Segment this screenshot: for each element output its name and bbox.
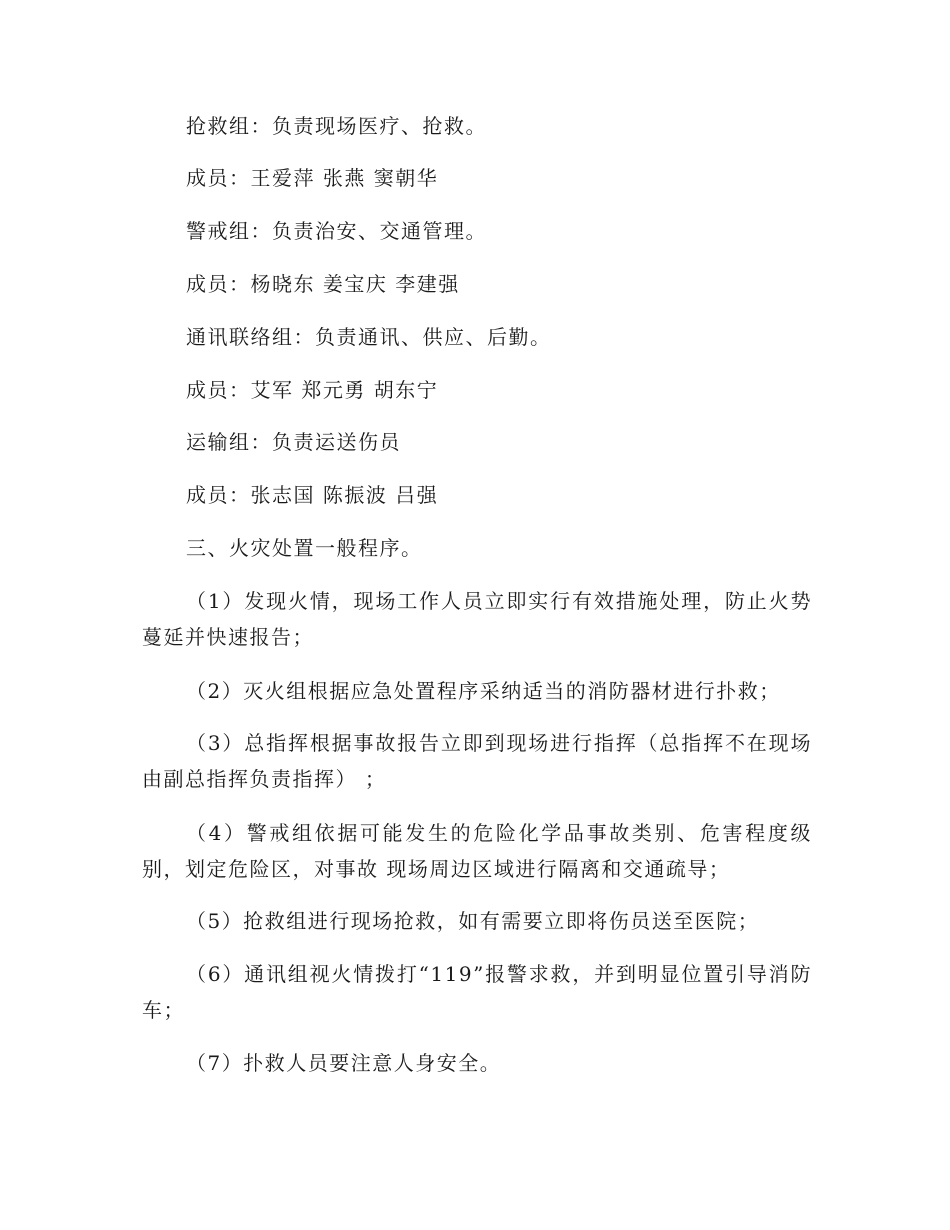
communication-group-duty: 通讯联络组：负责通讯、供应、后勤。 [186,325,552,349]
procedure-step-7: （7）扑救人员要注意人身安全。 [186,1051,502,1075]
transport-group-duty: 运输组：负责运送伤员 [186,430,401,454]
transport-group-members: 成员：张志国 陈振波 吕强 [186,483,439,507]
guard-group-members: 成员：杨晓东 姜宝庆 李建强 [186,272,460,296]
procedure-step-3: （3）总指挥根据事故报告立即到现场进行指挥（总指挥不在现场由副总指挥负责指挥） ； [142,731,812,791]
procedure-step-2: （2）灭火组根据应急处置程序采纳适当的消防器材进行扑救； [186,679,781,703]
procedure-step-5: （5）抢救组进行现场抢救，如有需要立即将伤员送至医院； [186,909,760,933]
guard-group-duty: 警戒组：负责治安、交通管理。 [186,219,487,243]
communication-group-members: 成员：艾军 郑元勇 胡东宁 [186,378,439,402]
procedure-step-6: （6）通讯组视火情拨打“119”报警求救，并到明显位置引导消防车； [142,962,812,1022]
rescue-group-members: 成员：王爱萍 张燕 窦朝华 [186,166,439,190]
section-heading: 三、火灾处置一般程序。 [186,536,423,560]
procedure-step-1: （1）发现火情，现场工作人员立即实行有效措施处理，防止火势蔓延并快速报告； [142,589,812,649]
procedure-step-4: （4）警戒组依据可能发生的危险化学品事故类别、危害程度级别，划定危险区，对事故 现场周边区域进行隔离和交通疏导； [142,821,812,881]
rescue-group-duty: 抢救组：负责现场医疗、抢救。 [186,114,487,138]
